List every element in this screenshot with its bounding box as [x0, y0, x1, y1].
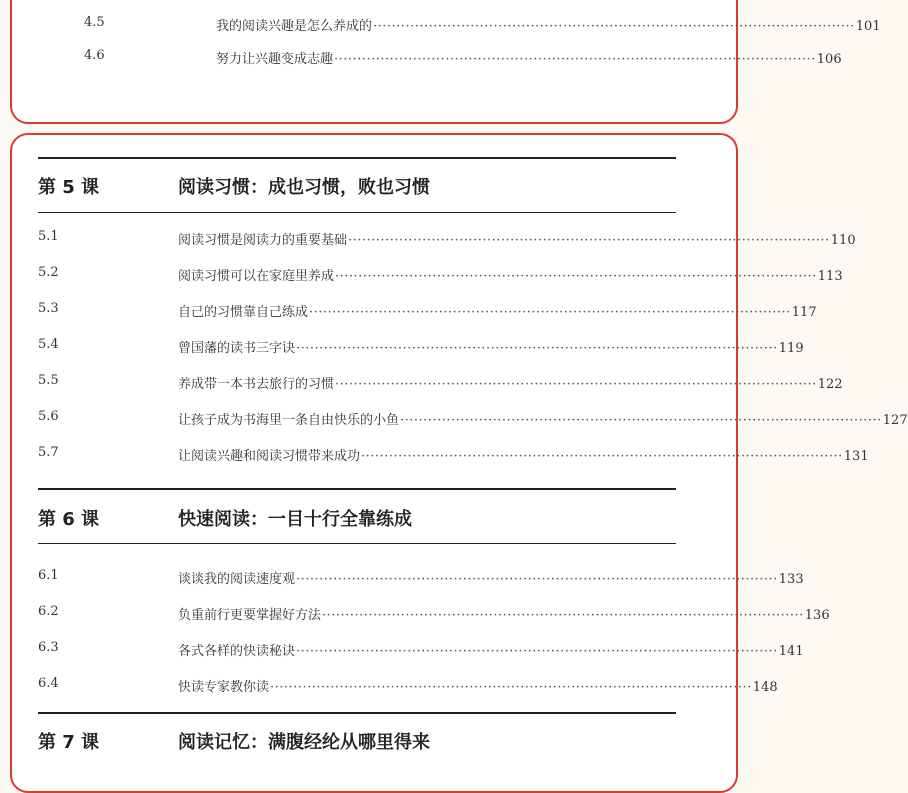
entry-title: 负重前行更要掌握好方法	[178, 608, 322, 623]
entry-page: 133	[778, 572, 804, 587]
leader-dots: ········································································································	[400, 413, 882, 428]
entry-title: 阅读习惯可以在家庭里养成	[178, 269, 335, 284]
entry-number: 5.2	[38, 265, 59, 280]
toc-entry-5-4[interactable]	[38, 337, 804, 356]
lesson-top-rule	[38, 712, 676, 714]
lesson-5-title: 阅读习惯：成也习惯，败也习惯	[178, 177, 430, 198]
entry-number: 6.4	[38, 676, 59, 691]
entry-page: 106	[816, 52, 842, 67]
entry-page: 131	[843, 449, 869, 464]
leader-dots: ········································································································	[373, 19, 855, 34]
leader-dots: ········································································································	[335, 377, 817, 392]
entry-title: 养成带一本书去旅行的习惯	[178, 377, 335, 392]
entry-title: 阅读习惯是阅读力的重要基础	[178, 233, 348, 248]
entry-page: 113	[817, 269, 843, 284]
entry-number: 4.5	[84, 15, 105, 30]
toc-entry-5-5[interactable]	[38, 373, 843, 392]
entry-title: 让孩子成为书海里一条自由快乐的小鱼	[178, 413, 400, 428]
entry-number: 5.1	[38, 229, 59, 244]
leader-dots: ········································································································	[361, 449, 843, 464]
entry-page: 110	[830, 233, 856, 248]
entry-title: 曾国藩的读书三字诀	[178, 341, 296, 356]
leader-dots: ········································································································	[322, 608, 804, 623]
leader-dots: ········································································································	[309, 305, 791, 320]
leader-dots: ········································································································	[296, 572, 778, 587]
leader-dots: ········································································································	[334, 52, 816, 67]
entry-page: 127	[882, 413, 908, 428]
lesson-top-rule	[38, 488, 676, 490]
leader-dots: ········································································································	[335, 269, 817, 284]
lesson-5-label: 第 5 课	[38, 177, 100, 198]
leader-dots: ········································································································	[348, 233, 830, 248]
leader-dots: ········································································································	[296, 644, 778, 659]
toc-entry-5-3[interactable]	[38, 301, 817, 320]
entry-title: 努力让兴趣变成志趣	[216, 52, 334, 67]
entry-title: 自己的习惯靠自己练成	[178, 305, 309, 320]
toc-entry-5-2[interactable]	[38, 265, 843, 284]
lesson-bottom-rule	[38, 543, 676, 544]
entry-number: 5.5	[38, 373, 59, 388]
entry-page: 141	[778, 644, 804, 659]
entry-page: 117	[791, 305, 817, 320]
entry-title: 我的阅读兴趣是怎么养成的	[216, 19, 373, 34]
entry-title: 各式各样的快读秘诀	[178, 644, 296, 659]
entry-page: 119	[778, 341, 804, 356]
lesson-7-label: 第 7 课	[38, 732, 100, 753]
entry-title: 快读专家教你读	[178, 680, 270, 695]
toc-entry-4-6[interactable]	[84, 48, 842, 67]
lesson-7-title: 阅读记忆：满腹经纶从哪里得来	[178, 732, 430, 753]
leader-dots: ········································································································	[296, 341, 778, 356]
entry-number: 5.7	[38, 445, 59, 460]
entry-number: 4.6	[84, 48, 105, 63]
entry-number: 6.1	[38, 568, 59, 583]
entry-page: 148	[752, 680, 778, 695]
entry-title: 让阅读兴趣和阅读习惯带来成功	[178, 449, 361, 464]
entry-page: 122	[817, 377, 843, 392]
entry-number: 6.3	[38, 640, 59, 655]
entry-number: 5.4	[38, 337, 59, 352]
entry-page: 136	[804, 608, 830, 623]
toc-entry-6-3[interactable]	[38, 640, 804, 659]
toc-entry-5-6[interactable]	[38, 409, 908, 428]
entry-page: 101	[855, 19, 881, 34]
toc-entry-6-4[interactable]	[38, 676, 778, 695]
lesson-bottom-rule	[38, 212, 676, 213]
entry-number: 6.2	[38, 604, 59, 619]
toc-entry-4-5[interactable]	[84, 15, 881, 34]
toc-entry-6-1[interactable]	[38, 568, 804, 587]
leader-dots: ········································································································	[270, 680, 752, 695]
lesson-6-title: 快速阅读：一目十行全靠练成	[178, 509, 412, 530]
entry-number: 5.3	[38, 301, 59, 316]
entry-number: 5.6	[38, 409, 59, 424]
toc-entry-6-2[interactable]	[38, 604, 830, 623]
entry-title: 谈谈我的阅读速度观	[178, 572, 296, 587]
lesson-6-label: 第 6 课	[38, 509, 100, 530]
toc-entry-5-7[interactable]	[38, 445, 869, 464]
toc-entry-5-1[interactable]	[38, 229, 856, 248]
lesson-top-rule	[38, 157, 676, 159]
